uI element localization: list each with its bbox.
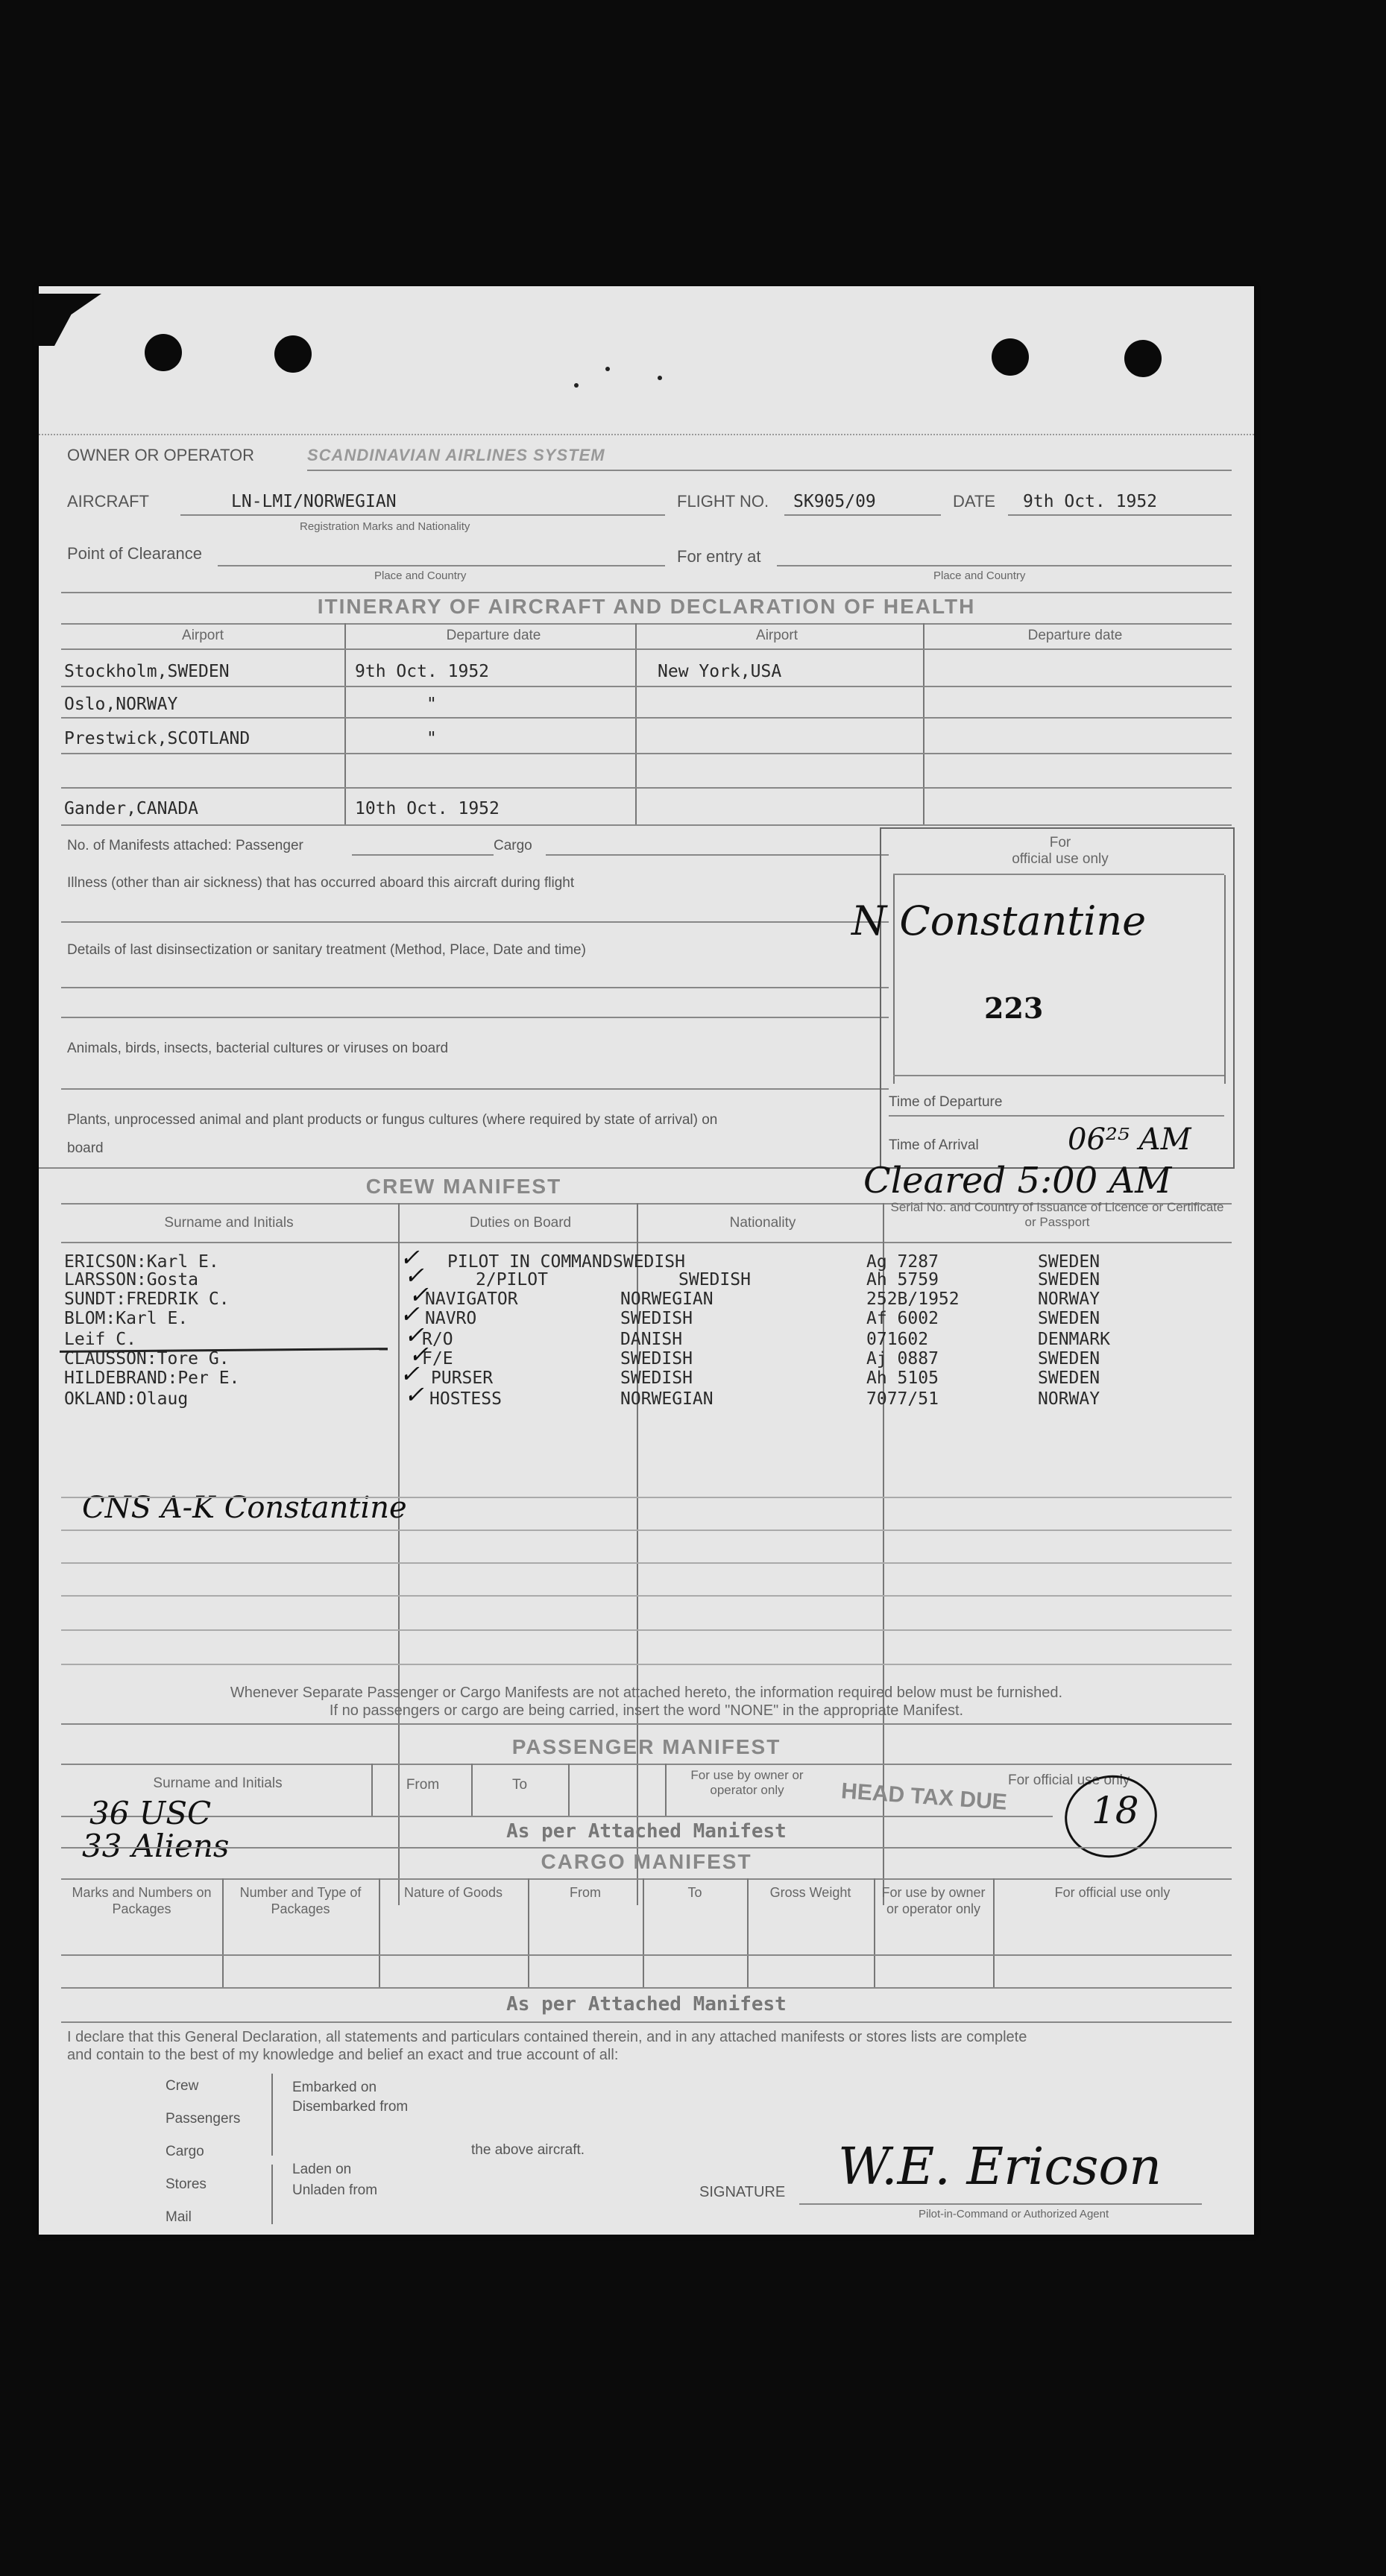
passenger-col-to: To [511,1777,528,1793]
signature-value: W.E. Ericson [838,2138,1162,2197]
crew-serial: Ag 7287 [866,1252,939,1272]
col-divider [1224,875,1226,1084]
crew-nationality: SWEDISH [678,1270,751,1289]
unladen-label: Unladen from [292,2182,378,2198]
cargo-col: For official use only [1054,1885,1171,1900]
date-value: 9th Oct. 1952 [1023,492,1158,511]
rule [893,1075,1224,1076]
col-divider [635,623,637,824]
passenger-col-from: From [406,1777,440,1793]
cargo-col: Gross Weight [769,1885,851,1900]
crew-country: SWEDEN [1038,1349,1100,1368]
tax-amount: 18 [1092,1789,1139,1832]
itinerary-date: 9th Oct. 1952 [355,662,490,681]
punch-hole [992,338,1029,376]
itinerary-dest: New York,USA [658,662,782,681]
crew-country: NORWAY [1038,1389,1100,1409]
crew-name: HILDEBRAND:Per E. [64,1368,240,1388]
rule [889,1115,1224,1117]
flight-label: FLIGHT NO. [677,492,769,511]
cleared-annotation: Cleared 5:00 AM [863,1160,1172,1202]
rule [307,470,1232,471]
itinerary-airport: Gander,CANADA [64,799,199,818]
crew-country: DENMARK [1038,1330,1110,1349]
crew-title: CREW MANIFEST [365,1175,562,1198]
speck [574,383,579,388]
crew-name: Leif C. [64,1330,136,1349]
crew-nationality: DANISH [620,1330,683,1349]
laden-label: Laden on [292,2162,352,2177]
check-mark-icon: ✓ [400,1360,420,1388]
torn-corner [34,294,101,346]
passenger-col-official: For official use only [1008,1772,1130,1788]
rule [61,1764,1232,1765]
cargo-col: Number and Type of Packages [239,1885,362,1916]
col-divider [471,1764,473,1816]
crew-name: CLAUSSON:Tore G. [64,1349,230,1368]
rule [784,514,941,516]
signature-sub: Pilot-in-Command or Authorized Agent [919,2208,1109,2220]
rule [777,565,1232,566]
punch-hole [1124,340,1162,377]
rule [61,1629,1232,1631]
check-mark-icon: ✓ [400,1300,420,1328]
passenger-col-name: Surname and Initials [153,1775,283,1791]
crew-name: ERICSON:Karl E. [64,1252,219,1272]
crew-duty: PURSER [431,1368,494,1388]
rule [61,592,1232,593]
punch-hole [145,334,182,371]
document-page [39,286,1254,2235]
itinerary-col-date-2: Departure date [1027,628,1123,643]
time-arrival-label: Time of Arrival [889,1137,979,1153]
crew-duty: NAVRO [425,1309,477,1328]
crew-duty: HOSTESS [429,1389,502,1409]
crew-handwritten: CNS A-K Constantine [82,1491,407,1525]
aircraft-sub: Registration Marks and Nationality [300,520,470,533]
bracket [271,2165,273,2224]
declaration-text-1: I declare that this General Declaration, all statements and particulars contained therein, and in any attached manifests or stores lists are complete [67,2029,1027,2045]
clearance-label: Point of Clearance [67,544,202,563]
crew-serial: Aj 0887 [866,1349,939,1368]
cargo-col: Nature of Goods [403,1885,503,1900]
rule [61,787,1232,789]
itinerary-col-airport: Airport [182,628,224,643]
rule [61,1723,1232,1725]
signature-label: SIGNATURE [699,2184,786,2200]
col-divider [528,1878,529,1987]
passenger-hand-1: 36 USC [89,1795,212,1831]
crew-nationality: NORWEGIAN [620,1289,714,1309]
col-divider [379,1878,380,1987]
check-mark-icon: ✓ [409,1340,429,1368]
col-divider [344,623,346,824]
rule [61,753,1232,754]
aircraft-value: LN-LMI/NORWEGIAN [231,492,397,511]
check-mark-icon: ✓ [409,1281,429,1309]
col-divider [993,1878,995,1987]
time-arrival-value: 06²⁵ AM [1068,1123,1191,1157]
cargo-col: From [570,1885,601,1900]
cargo-col: For use by owner or operator only [881,1885,986,1916]
itinerary-title: ITINERARY OF AIRCRAFT AND DECLARATION OF HEALTH [317,595,976,618]
rule [61,623,1232,625]
crew-duty: 2/PILOT [476,1270,548,1289]
rule [61,1595,1232,1597]
col-divider [874,1878,875,1987]
check-mark-icon: ✓ [404,1321,424,1349]
passenger-attached: As per Attached Manifest [506,1820,787,1843]
crew-name: BLOM:Karl E. [64,1309,189,1328]
animals-label: Animals, birds, insects, bacterial cultures or viruses on board [67,1041,449,1056]
rule [39,434,1254,435]
aircraft-text: the above aircraft. [471,2142,585,2158]
crew-col-serial: Serial No. and Country of Issuance of Licence or Certificate or Passport [890,1200,1224,1229]
crew-duty: F/E [422,1349,453,1368]
rule [61,648,1232,650]
notice-line-2: If no passengers or cargo are being carried, insert the word "NONE" in the appropriate Manifest. [329,1702,964,1719]
itinerary-date: " [426,729,437,748]
crew-serial: 071602 [866,1330,929,1349]
declaration-text-2: and contain to the best of my knowledge and belief an exact and true account of all: [67,2047,619,2063]
itinerary-airport: Prestwick,SCOTLAND [64,729,251,748]
plants-label-2: board [67,1140,104,1156]
rule [61,717,1232,719]
rule [352,854,494,856]
crew-serial: 7077/51 [866,1389,939,1409]
rule [61,1530,1232,1531]
entry-label: For entry at [677,547,761,566]
owner-label: OWNER OR OPERATOR [67,446,254,464]
rule [61,1664,1232,1665]
crew-serial: Ah 5759 [866,1270,939,1289]
crew-country: NORWAY [1038,1289,1100,1309]
crew-duty: PILOT IN COMMAND [447,1252,613,1272]
speck [605,367,610,371]
rule [61,1497,1232,1498]
rule [61,1017,889,1018]
crew-name: OKLAND:Olaug [64,1389,189,1409]
crew-duty: R/O [422,1330,453,1349]
itinerary-airport: Oslo,NORWAY [64,695,178,714]
itinerary-date: " [426,695,437,714]
rule [1008,514,1232,516]
rule [61,1088,889,1090]
crew-nationality: SWEDISH [620,1368,693,1388]
crew-col-duty: Duties on Board [469,1215,572,1231]
crew-col-nat: Nationality [729,1215,796,1231]
crew-serial: Af 6002 [866,1309,939,1328]
notice-line-1: Whenever Separate Passenger or Cargo Manifests are not attached hereto, the information required below must be furnished. [230,1685,1063,1701]
rule [61,1242,1232,1243]
crew-nationality: SWEDISH [613,1252,685,1272]
rule [39,1167,889,1169]
col-divider [665,1764,667,1816]
declaration-item: Cargo [166,2144,204,2159]
embarked-label: Embarked on [292,2080,377,2095]
crew-nationality: NORWEGIAN [620,1389,714,1409]
rule [61,2021,1232,2023]
col-divider [643,1878,644,1987]
declaration-item: Stores [166,2176,207,2192]
official-label-2: official use only [1012,851,1109,867]
rule [61,1562,1232,1564]
disembarked-label: Disembarked from [292,2099,409,2115]
bracket [271,2074,273,2156]
rule [61,1878,1232,1880]
itinerary-col-airport-2: Airport [756,628,798,643]
crew-name: SUNDT:FREDRIK C. [64,1289,230,1309]
cargo-attached: As per Attached Manifest [506,1993,787,2015]
crew-country: SWEDEN [1038,1252,1100,1272]
check-mark-icon: ✓ [404,1261,424,1289]
rule [218,565,665,566]
time-departure-label: Time of Departure [889,1094,1003,1110]
declaration-item: Mail [166,2209,192,2225]
passenger-hand-2: 33 Aliens [82,1828,230,1864]
declaration-item: Passengers [166,2111,241,2127]
itinerary-date: 10th Oct. 1952 [355,799,500,818]
check-mark-icon: ✓ [400,1243,420,1272]
crew-country: SWEDEN [1038,1368,1100,1388]
punch-hole [274,335,312,373]
col-divider [222,1878,224,1987]
passenger-col-owner: For use by owner or operator only [690,1768,804,1797]
rule [799,2203,1202,2205]
owner-value: SCANDINAVIAN AIRLINES SYSTEM [307,446,605,464]
crew-serial: 252B/1952 [866,1289,960,1309]
cargo-col: To [687,1885,702,1900]
crew-nationality: SWEDISH [620,1349,693,1368]
cargo-title: CARGO MANIFEST [541,1850,752,1873]
rule [61,1847,1232,1849]
passenger-title: PASSENGER MANIFEST [511,1735,781,1758]
clearance-sub: Place and Country [374,569,467,582]
cargo-count-label: Cargo [494,838,532,853]
col-divider [568,1764,570,1816]
cargo-col: Marks and Numbers on Packages [72,1885,212,1916]
crew-name: LARSSON:Gosta [64,1270,199,1289]
date-label: DATE [953,492,996,511]
official-number: 223 [984,991,1044,1025]
manifests-label: No. of Manifests attached: Passenger [67,838,303,853]
official-label: For [1049,835,1071,850]
col-divider [747,1878,749,1987]
plants-label: Plants, unprocessed animal and plant products or fungus cultures (where required by state of arrival) on [67,1112,718,1128]
rule [61,921,889,923]
illness-label: Illness (other than air sickness) that has occurred aboard this aircraft during flight [67,875,575,891]
rule [546,854,889,856]
rule [61,1954,1232,1956]
check-mark-icon: ✓ [404,1380,424,1409]
official-use-box [880,827,1235,1169]
aircraft-label: AIRCRAFT [67,492,149,511]
entry-sub: Place and Country [933,569,1026,582]
rule [180,514,665,516]
rule [61,686,1232,687]
col-divider [923,623,924,824]
itinerary-airport: Stockholm,SWEDEN [64,662,230,681]
rule [61,824,1232,826]
rule [893,874,1224,875]
head-tax-stamp: HEAD TAX DUE [840,1778,1008,1815]
speck [658,376,662,380]
rule [61,1987,1232,1989]
col-divider [371,1764,373,1816]
crew-country: SWEDEN [1038,1309,1100,1328]
disinsect-label: Details of last disinsectization or sanitary treatment (Method, Place, Date and time) [67,942,586,958]
flight-value: SK905/09 [793,492,876,511]
itinerary-col-date: Departure date [446,628,541,643]
crew-country: SWEDEN [1038,1270,1100,1289]
crew-duty: NAVIGATOR [425,1289,518,1309]
rule [61,987,889,988]
crew-serial: Ah 5105 [866,1368,939,1388]
crew-nationality: SWEDISH [620,1309,693,1328]
crew-col-name: Surname and Initials [164,1215,294,1231]
declaration-item: Crew [166,2078,199,2094]
official-signature: N Constantine [851,897,1147,944]
